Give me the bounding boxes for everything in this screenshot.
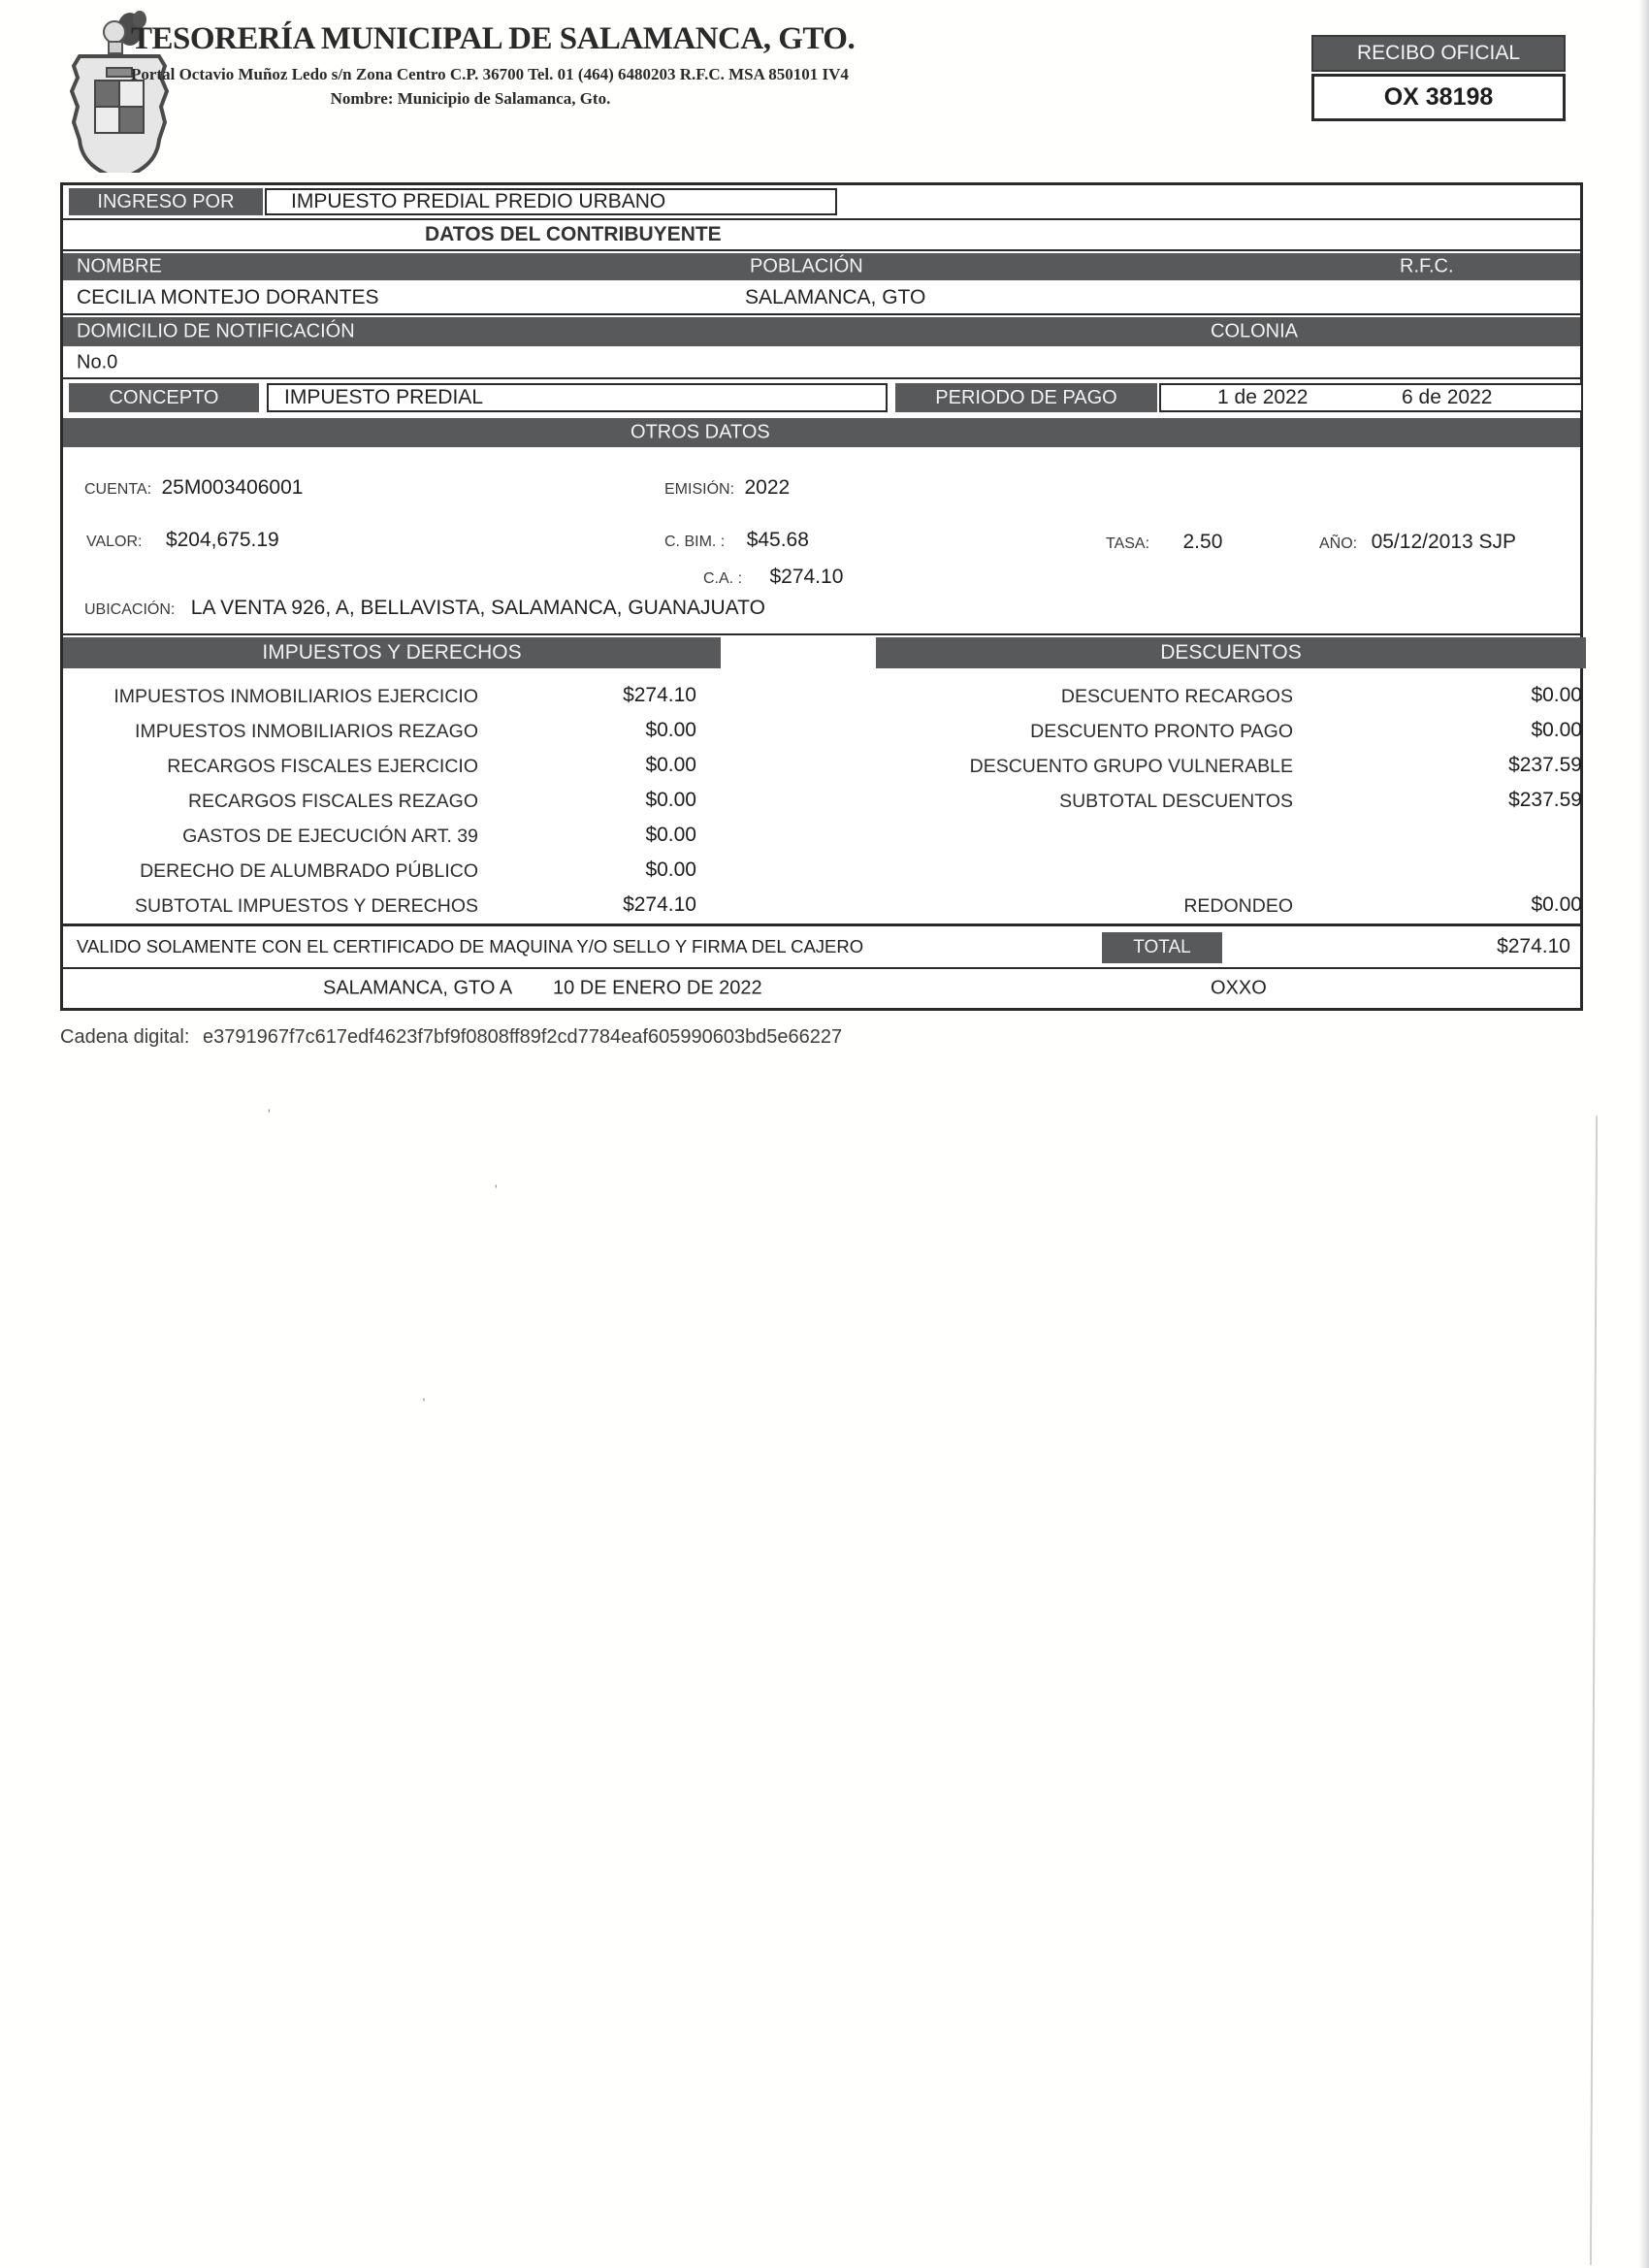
- descuento-row-label: DESCUENTO PRONTO PAGO: [1030, 721, 1293, 742]
- cadena-label: Cadena digital:: [60, 1026, 190, 1048]
- domicilio-value: No.0: [77, 351, 118, 373]
- descuento-row-label: DESCUENTO GRUPO VULNERABLE: [969, 756, 1293, 777]
- impuesto-row-label: DERECHO DE ALUMBRADO PÚBLICO: [140, 860, 478, 882]
- date-text: 10 DE ENERO DE 2022: [553, 977, 762, 999]
- nombre-value: CECILIA MONTEJO DORANTES: [77, 286, 379, 308]
- impuesto-row-label: RECARGOS FISCALES REZAGO: [187, 791, 478, 812]
- descuento-row-label: SUBTOTAL DESCUENTOS: [1059, 791, 1293, 812]
- valido-text: VALIDO SOLAMENTE CON EL CERTIFICADO DE MAQUINA Y/O SELLO Y FIRMA DEL CAJERO: [77, 936, 864, 956]
- tasa-value: 2.50: [1182, 531, 1223, 553]
- anio-label: AÑO:: [1319, 535, 1358, 552]
- domicilio-values-row: [63, 348, 1580, 379]
- section-title-descuentos: DESCUENTOS: [876, 637, 1586, 668]
- receipt-form: [60, 182, 1583, 1011]
- impuesto-row-label: RECARGOS FISCALES EJERCICIO: [167, 756, 478, 777]
- ubicacion-value: LA VENTA 926, A, BELLAVISTA, SALAMANCA, GUANAJUATO: [190, 597, 765, 619]
- anio-value: 05/12/2013 SJP: [1371, 531, 1517, 553]
- scan-speck: ': [495, 1182, 498, 1197]
- descuento-row-value: $237.59: [1508, 754, 1582, 776]
- ingreso-value: IMPUESTO PREDIAL PREDIO URBANO: [265, 188, 837, 215]
- impuesto-row-value: $0.00: [645, 754, 696, 776]
- col-rfc: R.F.C.: [1400, 255, 1454, 277]
- scan-speck: [497, 1185, 501, 1201]
- cuenta-label: CUENTA:: [84, 481, 152, 498]
- valor-field: [86, 529, 279, 552]
- total-value: $274.10: [1497, 935, 1570, 957]
- impuesto-row-value: $274.10: [623, 684, 696, 706]
- col-poblacion: POBLACIÓN: [750, 255, 863, 277]
- emision-value: 2022: [744, 476, 791, 499]
- scan-speck: ,: [422, 1387, 426, 1403]
- place-text: SALAMANCA, GTO A: [323, 977, 513, 999]
- ingreso-label: INGRESO POR: [69, 188, 263, 215]
- office-address: Portal Octavio Muñoz Ledo s/n Zona Centro C.P. 36700 Tel. 01 (464) 6480203 R.F.C. MSA 850101 IV4: [131, 65, 849, 83]
- page-title: TESORERÍA MUNICIPAL DE SALAMANCA, GTO.: [131, 21, 856, 56]
- cuenta-value: 25M003406001: [161, 476, 304, 499]
- receipt-number: OX 38198: [1311, 74, 1566, 121]
- periodo-label: PERIODO DE PAGO: [895, 383, 1157, 412]
- official-receipt-box: [1311, 35, 1566, 121]
- receipt-label: RECIBO OFICIAL: [1311, 35, 1566, 72]
- ca-field: [703, 566, 843, 589]
- concepto-row: [63, 379, 1580, 416]
- valor-label: VALOR:: [86, 534, 143, 550]
- descuento-row-value: $0.00: [1531, 684, 1582, 706]
- place-date-row: [63, 969, 1580, 1008]
- ca-label: C.A. :: [703, 570, 743, 587]
- descuento-row-label: DESCUENTO RECARGOS: [1060, 686, 1293, 707]
- concepto-label: CONCEPTO: [69, 383, 259, 412]
- ingreso-row: [63, 185, 1580, 220]
- otros-datos-content: [63, 449, 1580, 635]
- ca-value: $274.10: [769, 566, 844, 588]
- redondeo-value: $0.00: [1531, 893, 1582, 916]
- col-nombre: NOMBRE: [77, 255, 162, 277]
- cbim-value: $45.68: [746, 529, 809, 551]
- scan-edge-shadow: [1639, 0, 1649, 2268]
- descuento-row-value: $0.00: [1531, 719, 1582, 741]
- scan-crease-line: [1590, 1116, 1598, 2265]
- section-bars-row: [63, 635, 1580, 670]
- items-area: [63, 670, 1580, 926]
- cashier-text: OXXO: [1211, 977, 1267, 999]
- impuesto-row-value: $0.00: [645, 719, 696, 741]
- office-name-line: Nombre: Municipio de Salamanca, Gto.: [330, 89, 611, 108]
- concepto-value: IMPUESTO PREDIAL: [267, 383, 888, 412]
- domicilio-header-band: [63, 315, 1580, 348]
- domicilio-label: DOMICILIO DE NOTIFICACIÓN: [77, 320, 355, 342]
- ubicacion-label: UBICACIÓN:: [84, 601, 176, 618]
- section-title-otros-datos: OTROS DATOS: [630, 421, 770, 443]
- contribuyente-values-row: [63, 282, 1580, 315]
- impuesto-row-label: SUBTOTAL IMPUESTOS Y DERECHOS: [135, 895, 478, 917]
- emision-label: EMISIÓN:: [664, 481, 735, 498]
- cbim-label: C. BIM. :: [664, 534, 726, 550]
- contribuyente-title-row: [63, 220, 1580, 251]
- impuesto-row-label: IMPUESTOS INMOBILIARIOS REZAGO: [135, 721, 478, 742]
- cbim-field: [664, 529, 809, 552]
- colonia-label: COLONIA: [1211, 320, 1299, 342]
- impuesto-row-value: $0.00: [645, 859, 696, 881]
- impuesto-row-label: GASTOS DE EJECUCIÓN ART. 39: [182, 826, 478, 847]
- valido-total-row: [63, 926, 1580, 969]
- descuento-row-value: $237.59: [1508, 789, 1582, 811]
- impuesto-row-value: $0.00: [645, 824, 696, 846]
- valor-value: $204,675.19: [165, 529, 279, 551]
- cuenta-field: [84, 476, 303, 500]
- cadena-value: e3791967f7c617edf4623f7bf9f0808ff89f2cd7784eaf605990603bd5e66227: [203, 1026, 843, 1048]
- tasa-label: TASA:: [1106, 535, 1150, 552]
- ubicacion-field: [84, 597, 765, 620]
- impuesto-row-value: $274.10: [623, 893, 696, 916]
- otros-datos-band: [63, 416, 1580, 449]
- section-title-contribuyente: DATOS DEL CONTRIBUYENTE: [425, 223, 722, 245]
- emision-field: [664, 476, 790, 500]
- redondeo-label: REDONDEO: [1183, 895, 1293, 917]
- anio-field: [1319, 531, 1516, 554]
- tasa-field: [1106, 531, 1222, 554]
- periodo-values-box: [1159, 383, 1583, 412]
- contribuyente-header-band: [63, 251, 1580, 282]
- poblacion-value: SALAMANCA, GTO: [745, 286, 926, 308]
- total-label: TOTAL: [1102, 932, 1222, 963]
- cadena-digital: [60, 1026, 842, 1049]
- impuesto-row-label: IMPUESTOS INMOBILIARIOS EJERCICIO: [113, 686, 478, 707]
- section-title-impuestos: IMPUESTOS Y DERECHOS: [63, 637, 721, 668]
- scan-speck: ': [268, 1106, 271, 1121]
- periodo-from: 1 de 2022: [1217, 386, 1309, 408]
- periodo-to: 6 de 2022: [1402, 386, 1493, 408]
- impuesto-row-value: $0.00: [645, 789, 696, 811]
